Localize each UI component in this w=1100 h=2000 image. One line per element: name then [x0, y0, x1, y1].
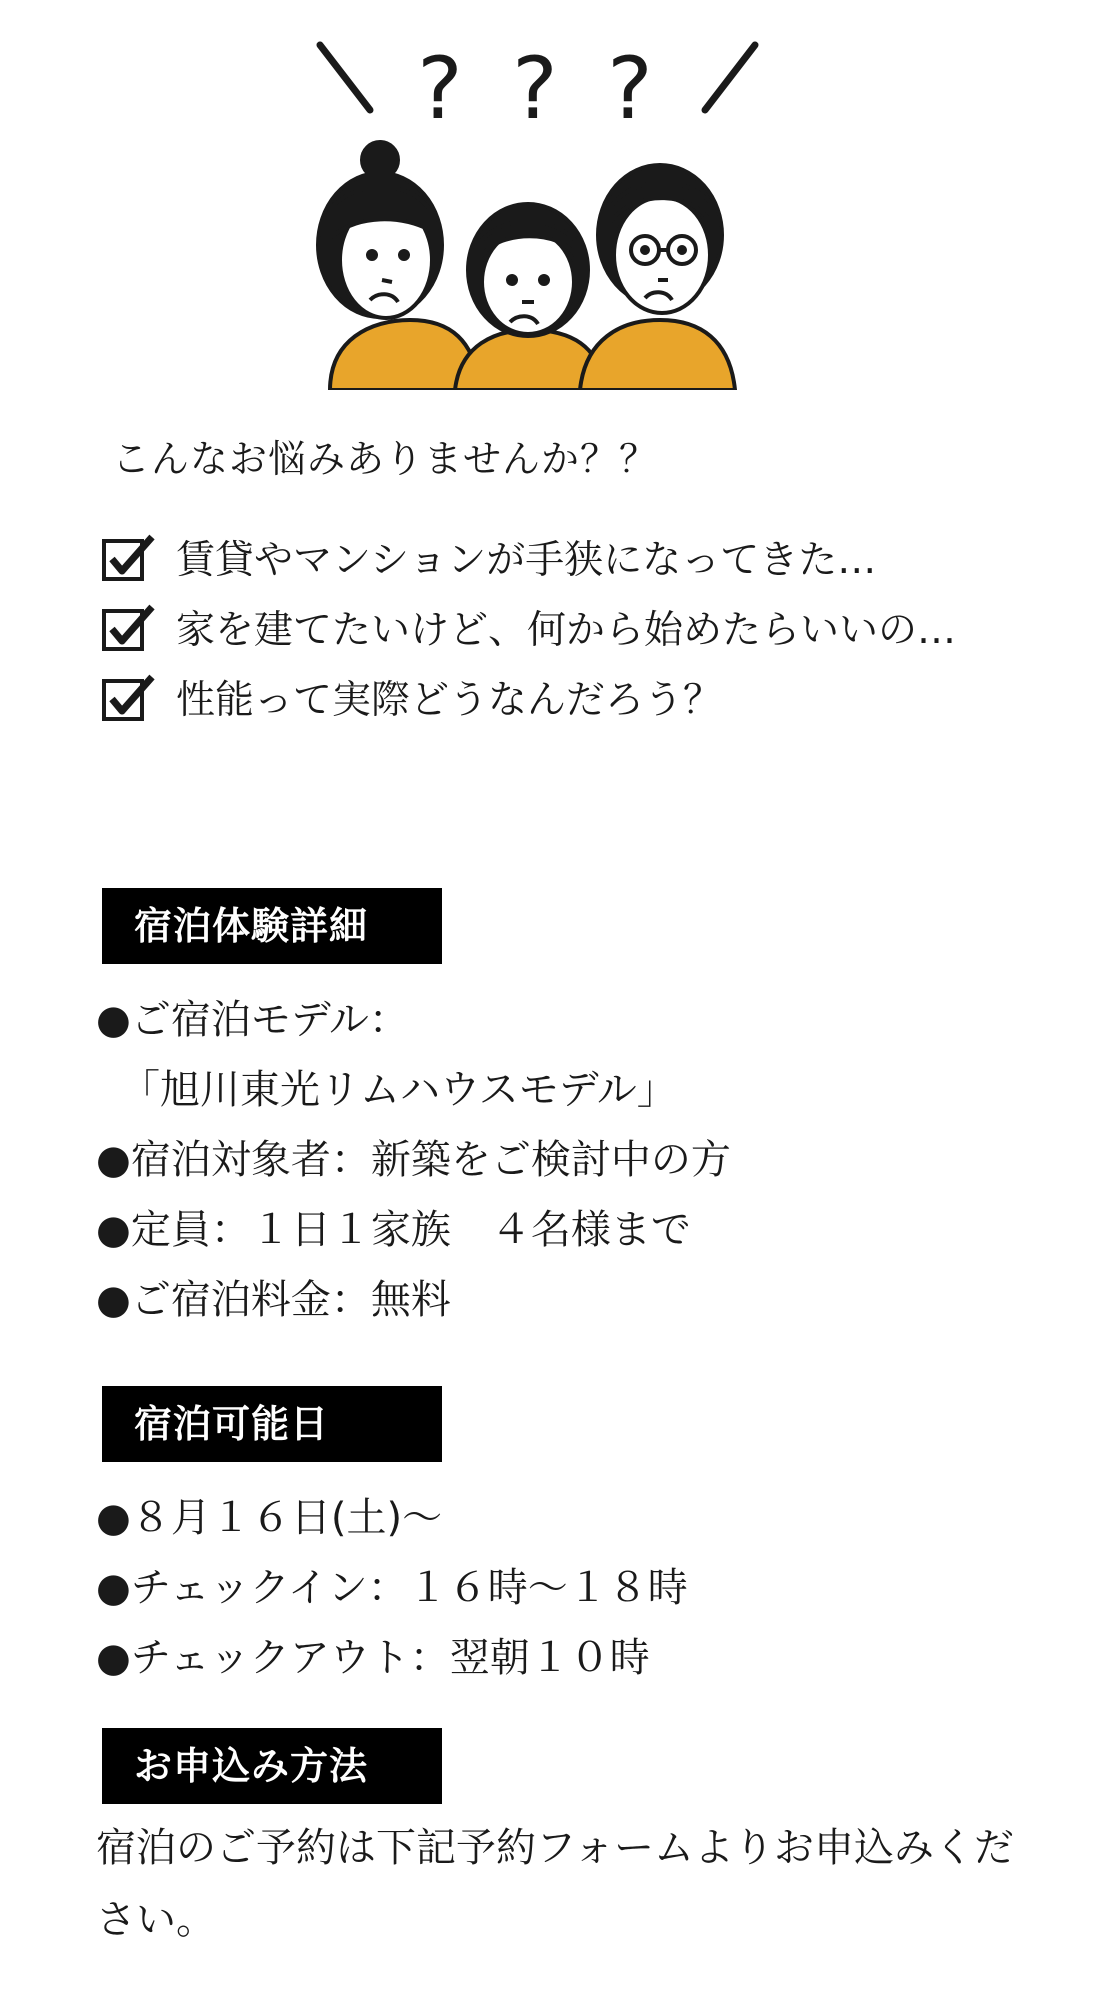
- checkbox-checked-icon: [100, 531, 158, 583]
- concern-checklist: [100, 522, 956, 732]
- dates-item: ●チェックイン：１６時～１８時: [96, 1565, 688, 1611]
- dates-item: ●チェックアウト：翌朝１０時: [96, 1635, 650, 1681]
- checkbox-checked-icon: [100, 601, 158, 653]
- dates-list: [96, 1483, 688, 1693]
- details-list: [96, 985, 731, 1335]
- three-thinking-people-illustration: [300, 30, 770, 390]
- section-title-dates: 宿泊可能日: [102, 1386, 442, 1462]
- section-title-details: 宿泊体験詳細: [102, 888, 442, 964]
- checklist-text: 賃貸やマンションが手狭になってきた…: [176, 538, 877, 583]
- details-item: ●定員：１日１家族 ４名様まで: [96, 1207, 691, 1253]
- section-title-apply: お申込み方法: [102, 1728, 442, 1804]
- checklist-text: 性能って実際どうなんだろう？: [176, 678, 723, 723]
- svg-text:?: ?: [607, 39, 653, 139]
- checklist-item: [100, 662, 956, 732]
- svg-text:?: ?: [417, 39, 463, 139]
- checklist-item: [100, 592, 956, 662]
- checkbox-checked-icon: [100, 671, 158, 723]
- details-item: 「旭川東光リムハウスモデル」: [120, 1067, 677, 1113]
- checklist-text: 家を建てたいけど、何から始めたらいいの…: [176, 608, 957, 653]
- apply-instructions: 宿泊のご予約は下記予約フォームよりお申込みください。: [96, 1825, 1014, 1943]
- svg-text:?: ?: [512, 39, 558, 139]
- checklist-item: [100, 522, 956, 592]
- details-item: ●ご宿泊料金：無料: [96, 1277, 451, 1323]
- details-item: ●ご宿泊モデル：: [96, 997, 409, 1043]
- intro-question: こんなお悩みありませんか？？: [112, 437, 659, 481]
- dates-item: ●８月１６日(土)～: [96, 1495, 443, 1541]
- details-item: ●宿泊対象者：新築をご検討中の方: [96, 1137, 731, 1183]
